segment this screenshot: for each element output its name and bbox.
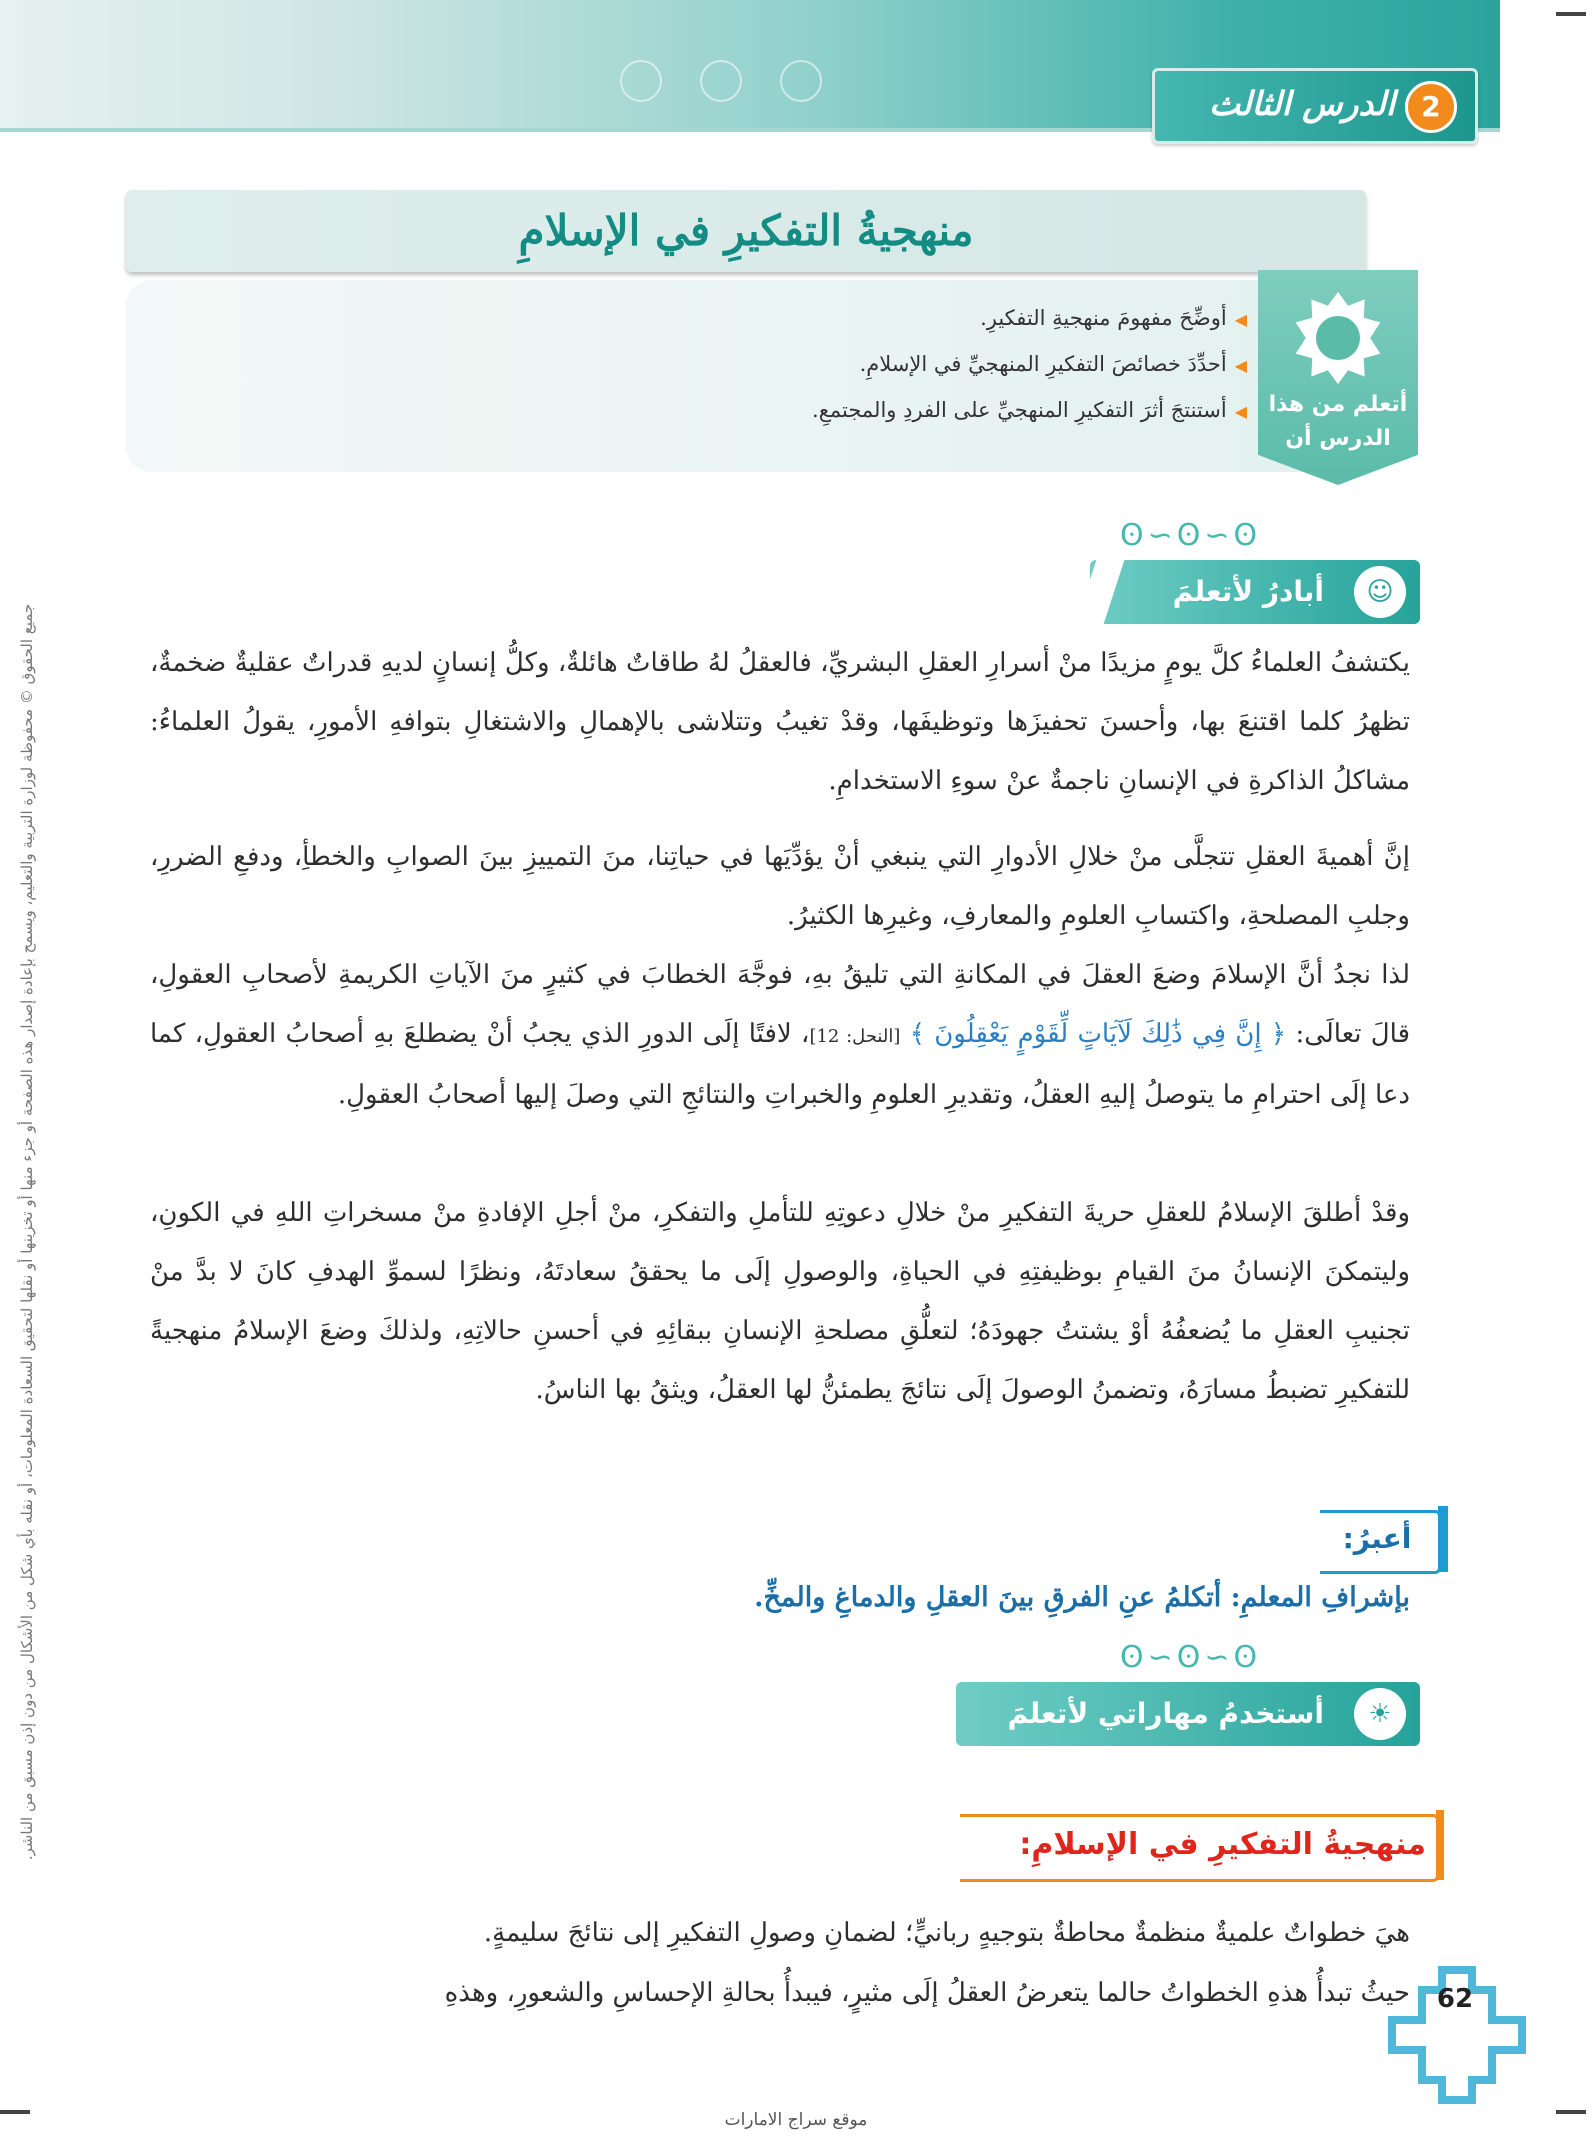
definition-line: حيثُ تبدأُ هذهِ الخطواتُ حالما يتعرضُ العقلُ إلَى مثيرٍ، فيبدأُ بحالةِ الإحساسِ والشعورِ، وهذهِ [444,1978,1410,2008]
crop-mark [1556,2110,1586,2114]
section-title: أستخدمُ مهاراتي لأتعلمَ [1007,1697,1324,1730]
section-head-start [1090,560,1420,624]
lesson-label: الدرس الثالث [1209,84,1395,123]
objective-item: ◀أستنتجَ أثرَ التفكيرِ المنهجيِّ على الفردِ والمجتمعِ. [812,398,1247,422]
copyright-side-note: جميع الحقوق © محفوظة لوزارة التربية والتعليم، ويسمح بإعادة إصدار هذه الصفحة أو جزء منها أو تخزينها أو نقلها لتحقيق السعادة المعلومات، أو نقله بأي شكل من الأشكال من دون إذن مسبق من الناشر. [18,603,36,1861]
ornament-icon [620,60,662,102]
express-text: بإشرافِ المعلمِ: أتكلمُ عنِ الفرقِ بينَ العقلِ والدماغِ والمخِّ. [754,1582,1410,1613]
paragraph: وقدْ أطلقَ الإسلامُ للعقلِ حريةَ التفكيرِ منْ خلالِ دعوتِهِ للتأملِ والتفكرِ، منْ أجلِ الإفادةِ منْ مسخراتِ اللهِ في الكونِ، وليتمكنَ الإنسانُ منَ القيامِ بوظيفتِهِ في الحياةِ، والوصولِ إلَى ما يحققُ سعادتَهُ، ونظرًا لسموِّ الهدفِ كانَ لا بدَّ منْ تجنيبِ العقلِ ما يُضعفُهُ أوْ يشتتُ جهودَهُ؛ لتعلُّقِ مصلحةِ الإنسانِ ببقائِهِ في أحسنِ حالاتِهِ، ولذلكَ وضعَ الإسلامُ منهجيةً للتفكيرِ تضبطُ مسارَهُ، وتضمنُ الوصولَ إلَى نتائجَ يطمئنُّ لها العقلُ، ويثقُ بها الناسُ. [150,1198,1410,1405]
page-number: 62 [1436,1984,1474,2014]
lesson-number-badge: 2 [1405,81,1457,133]
bullet-icon: ◀ [1234,310,1247,329]
quran-verse: ﴿ إِنَّ فِي ذَٰلِكَ لَآيَاتٍ لِّقَوْمٍ يَعْقِلُونَ ﴾ [909,1019,1287,1049]
ornament-icon [700,60,742,102]
section-title: أبادرُ لأتعلمَ [1172,575,1324,608]
objective-item: ◀أحدِّدَ خصائصَ التفكيرِ المنهجيِّ في الإسلامِ. [859,352,1247,376]
bullet-icon: ◀ [1234,402,1247,421]
page-number-ornament [1382,1960,1532,2110]
footer-site-name: موقع سراج الامارات [724,2110,868,2130]
paragraph: يكتشفُ العلماءُ كلَّ يومٍ مزيدًا منْ أسرارِ العقلِ البشريِّ، فالعقلُ لهُ طاقاتٌ هائلةٌ، وكلُّ إنسانٍ لديهِ قدراتٌ عقليةٌ ضخمةٌ، تظهرُ كلما اقتنعَ بها، وأحسنَ تحفيزَها وتوظيفَها، وقدْ تغيبُ وتتلاشى بالإهمالِ والاشتغالِ بتوافهِ الأمورِ، يقولُ العلماءُ: مشاكلُ الذاكرةِ في الإنسانِ ناجمةٌ عنْ سوءِ الاستخدامِ. [150,648,1410,796]
flourish-ornament: ʘ∽ʘ∽ʘ [1120,1640,1262,1675]
subheading: منهجيةُ التفكيرِ في الإسلامِ: [1019,1827,1426,1862]
bullet-icon: ◀ [1234,356,1247,375]
flourish-ornament: ʘ∽ʘ∽ʘ [1120,518,1262,553]
verse-reference: [النحل: 12] [809,1026,901,1047]
lightbulb-icon: ☀ [1354,1688,1406,1740]
star-center [1316,316,1360,360]
handshake-icon: ☺ [1354,566,1406,618]
paragraph: لذا نجدُ أنَّ الإسلامَ وضعَ العقلَ في المكانةِ التي تليقُ بهِ، فوجَّهَ الخطابَ في كثيرٍ منَ الآياتِ الكريمةِ لأصحابِ العقولِ، قالَ تعالَى: ﴿ إِنَّ فِي ذَٰلِكَ لَآيَاتٍ لِّقَوْمٍ يَعْقِلُونَ ﴾ [النحل: 12]، لافتًا إلَى الدورِ الذي يجبُ أنْ يضطلعَ بهِ أصحابُ العقولِ، كما دعا إلَى احترامِ ما يتوصلُ إليهِ العقلُ، وتقديرِ العلومِ والخبراتِ والنتائجِ التي وصلَ إليها أصحابُ العقولِ. [150,960,1411,1110]
crop-mark [0,2110,30,2114]
ornament-icon [780,60,822,102]
express-label: أعبرُ: [1342,1522,1412,1555]
lesson-tab [1152,68,1478,144]
objective-item: ◀أوضِّحَ مفهومَ منهجيةِ التفكيرِ. [980,306,1247,330]
paragraph: إنَّ أهميةَ العقلِ تتجلَّى منْ خلالِ الأدوارِ التي ينبغي أنْ يؤدِّيَها في حياتِنا، منَ التمييزِ بينَ الصوابِ والخطأِ، ودفعِ الضررِ، وجلبِ المصلحةِ، واكتسابِ العلومِ والمعارفِ، وغيرِها الكثيرُ. [150,842,1410,931]
crop-mark [1556,12,1586,16]
section-head-skills [956,1682,1420,1746]
page-title: منهجيةُ التفكيرِ في الإسلامِ [518,206,974,255]
definition-line: هيَ خطواتٌ علميةٌ منظمةٌ محاطةٌ بتوجيهٍ ربانيٍّ؛ لضمانِ وصولِ التفكيرِ إلى نتائجَ سليمةٍ. [483,1918,1410,1948]
objectives-badge-label: أتعلم من هذا الدرس أن [1268,392,1408,451]
section-tab-notch [1076,560,1125,624]
